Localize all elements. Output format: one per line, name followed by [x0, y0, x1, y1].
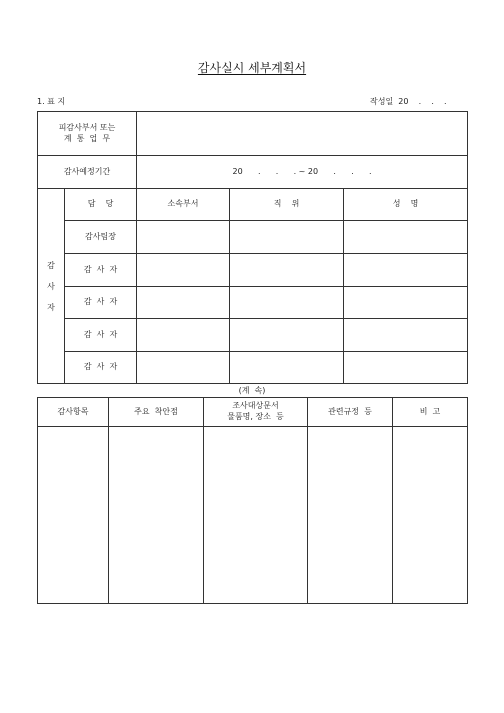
header-name: 성 명: [344, 189, 468, 221]
target-input[interactable]: [137, 112, 468, 156]
header-position: 직 위: [230, 189, 344, 221]
key-points-cell[interactable]: [109, 427, 204, 604]
dept-cell[interactable]: [137, 352, 230, 384]
auditor-row: [38, 287, 468, 319]
dept-cell[interactable]: [137, 254, 230, 287]
target-row: [38, 112, 468, 156]
detail-body-row: [38, 427, 468, 604]
header-key-points: 주요 착안점: [109, 398, 204, 427]
period-value[interactable]: 20 . . . ~ 20 . . .: [137, 156, 468, 189]
role-label: 감 사 자: [65, 319, 137, 352]
header-audit-item: 감사항목: [38, 398, 109, 427]
position-cell[interactable]: [230, 287, 344, 319]
position-cell[interactable]: [230, 221, 344, 254]
auditor-row: [38, 254, 468, 287]
period-label: 감사예정기간: [38, 156, 137, 189]
role-label: 감사팀장: [65, 221, 137, 254]
remarks-cell[interactable]: [393, 427, 468, 604]
detail-table: [37, 397, 468, 604]
target-label: 피감사부서 또는 계 통 업 무: [38, 112, 137, 156]
name-cell[interactable]: [344, 319, 468, 352]
dept-cell[interactable]: [137, 221, 230, 254]
position-cell[interactable]: [230, 254, 344, 287]
auditor-row: [38, 319, 468, 352]
detail-header-row: [38, 398, 468, 427]
header-role: 담 당: [65, 189, 137, 221]
audit-item-cell[interactable]: [38, 427, 109, 604]
cover-table: [37, 111, 468, 384]
target-docs-cell[interactable]: [204, 427, 308, 604]
role-label: 감 사 자: [65, 287, 137, 319]
dept-cell[interactable]: [137, 287, 230, 319]
name-cell[interactable]: [344, 287, 468, 319]
auditor-header-row: [38, 189, 468, 221]
date-label: 작성일 20 . . .: [370, 97, 447, 106]
page-title: 감사실시 세부계획서: [197, 61, 307, 75]
name-cell[interactable]: [344, 254, 468, 287]
section-label: 1. 표 지: [37, 97, 66, 106]
dept-cell[interactable]: [137, 319, 230, 352]
header-remarks: 비 고: [393, 398, 468, 427]
name-cell[interactable]: [344, 221, 468, 254]
role-label: 감 사 자: [65, 352, 137, 384]
header-target-docs: 조사대상문서 물품명, 장소 등: [204, 398, 308, 427]
continued-label: (계 속): [238, 386, 266, 395]
auditor-row: [38, 221, 468, 254]
header-regulations: 관련규정 등: [308, 398, 393, 427]
auditors-group-label: 감 사 자: [38, 189, 65, 384]
position-cell[interactable]: [230, 352, 344, 384]
position-cell[interactable]: [230, 319, 344, 352]
header-dept: 소속부서: [137, 189, 230, 221]
regulations-cell[interactable]: [308, 427, 393, 604]
role-label: 감 사 자: [65, 254, 137, 287]
period-row: [38, 156, 468, 189]
name-cell[interactable]: [344, 352, 468, 384]
auditor-row: [38, 352, 468, 384]
